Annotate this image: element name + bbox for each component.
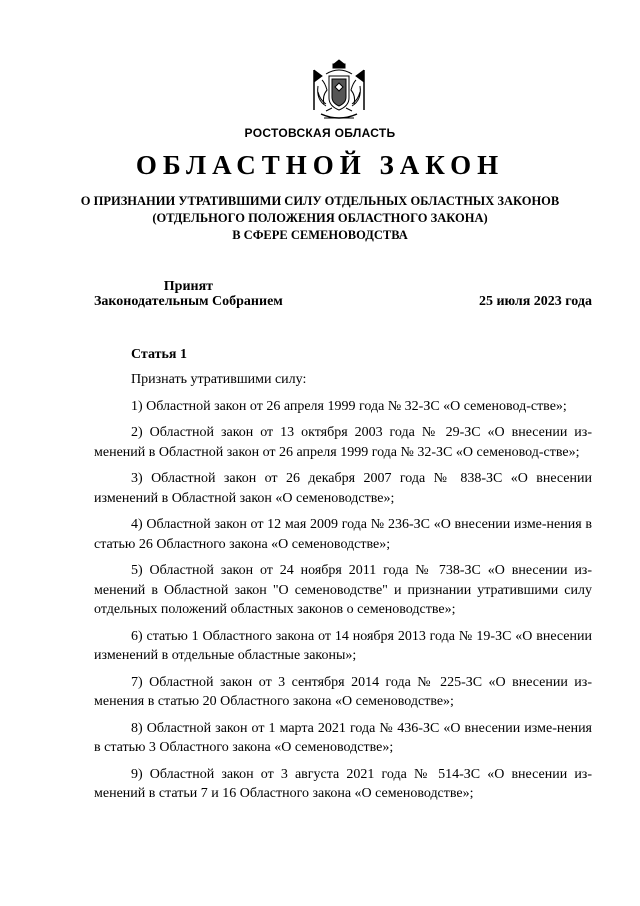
article-item: 4) Областной закон от 12 мая 2009 года № 236-ЗС «О внесении изме-нения в статью 26 Областного закона «О семеноводстве»; [94, 517, 592, 552]
article-item: 8) Областной закон от 1 марта 2021 года № 436-ЗС «О внесении изме-нения в статью 3 Областного закона «О семеноводстве»; [94, 720, 592, 755]
article-item: 5) Областной закон от 24 ноября 2011 года № 738-ЗС «О внесении из-менений в Областной закон "О семеноводстве" и признании утратившими силу отдельных положений областных законов о семеноводстве»; [94, 563, 592, 617]
article-item: 2) Областной закон от 13 октября 2003 года № 29-ЗС «О внесении из-менений в Областной закон от 26 апреля 1999 года № 32-ЗС «О семеновод-стве»; [94, 425, 592, 460]
adoption-date: 25 июля 2023 года [478, 294, 592, 309]
article-item: 9) Областной закон от 3 августа 2021 года № 514-ЗС «О внесении из-менений в статьи 7 и 16 Областного закона «О семеноводстве»; [94, 766, 592, 801]
article-intro: Признать утратившими силу: [131, 372, 307, 387]
article-item: 7) Областной закон от 3 сентября 2014 года № 225-ЗС «О внесении из-менения в статью 20 Областного закона «О семеноводстве»; [94, 674, 592, 709]
adoption-block [94, 279, 283, 309]
region-name: РОСТОВСКАЯ ОБЛАСТЬ [244, 126, 396, 140]
document-title: ОБЛАСТНОЙ ЗАКОН [135, 150, 505, 180]
document-subtitle [60, 193, 580, 244]
article-title: Статья 1 [131, 347, 187, 362]
subtitle-line: О ПРИЗНАНИИ УТРАТИВШИМИ СИЛУ ОТДЕЛЬНЫХ ОБЛАСТНЫХ ЗАКОНОВ [80, 194, 560, 208]
adoption-body: Законодательным Собранием [94, 294, 283, 309]
subtitle-line: (ОТДЕЛЬНОГО ПОЛОЖЕНИЯ ОБЛАСТНОГО ЗАКОНА) [152, 211, 488, 225]
coat-of-arms-icon [304, 56, 374, 126]
article-item: 1) Областной закон от 26 апреля 1999 года № 32-ЗС «О семеновод-стве»; [131, 398, 567, 414]
article-item: 3) Областной закон от 26 декабря 2007 года № 838-ЗС «О внесении изменений в Областной закон «О семеноводстве»; [94, 471, 592, 506]
article-body [94, 370, 592, 811]
article-item: 6) статью 1 Областного закона от 14 ноября 2013 года № 19-ЗС «О внесении изменений в отдельные областные законы»; [94, 628, 592, 663]
subtitle-line: В СФЕРЕ СЕМЕНОВОДСТВА [232, 228, 408, 242]
adoption-line: Принят [163, 279, 214, 294]
